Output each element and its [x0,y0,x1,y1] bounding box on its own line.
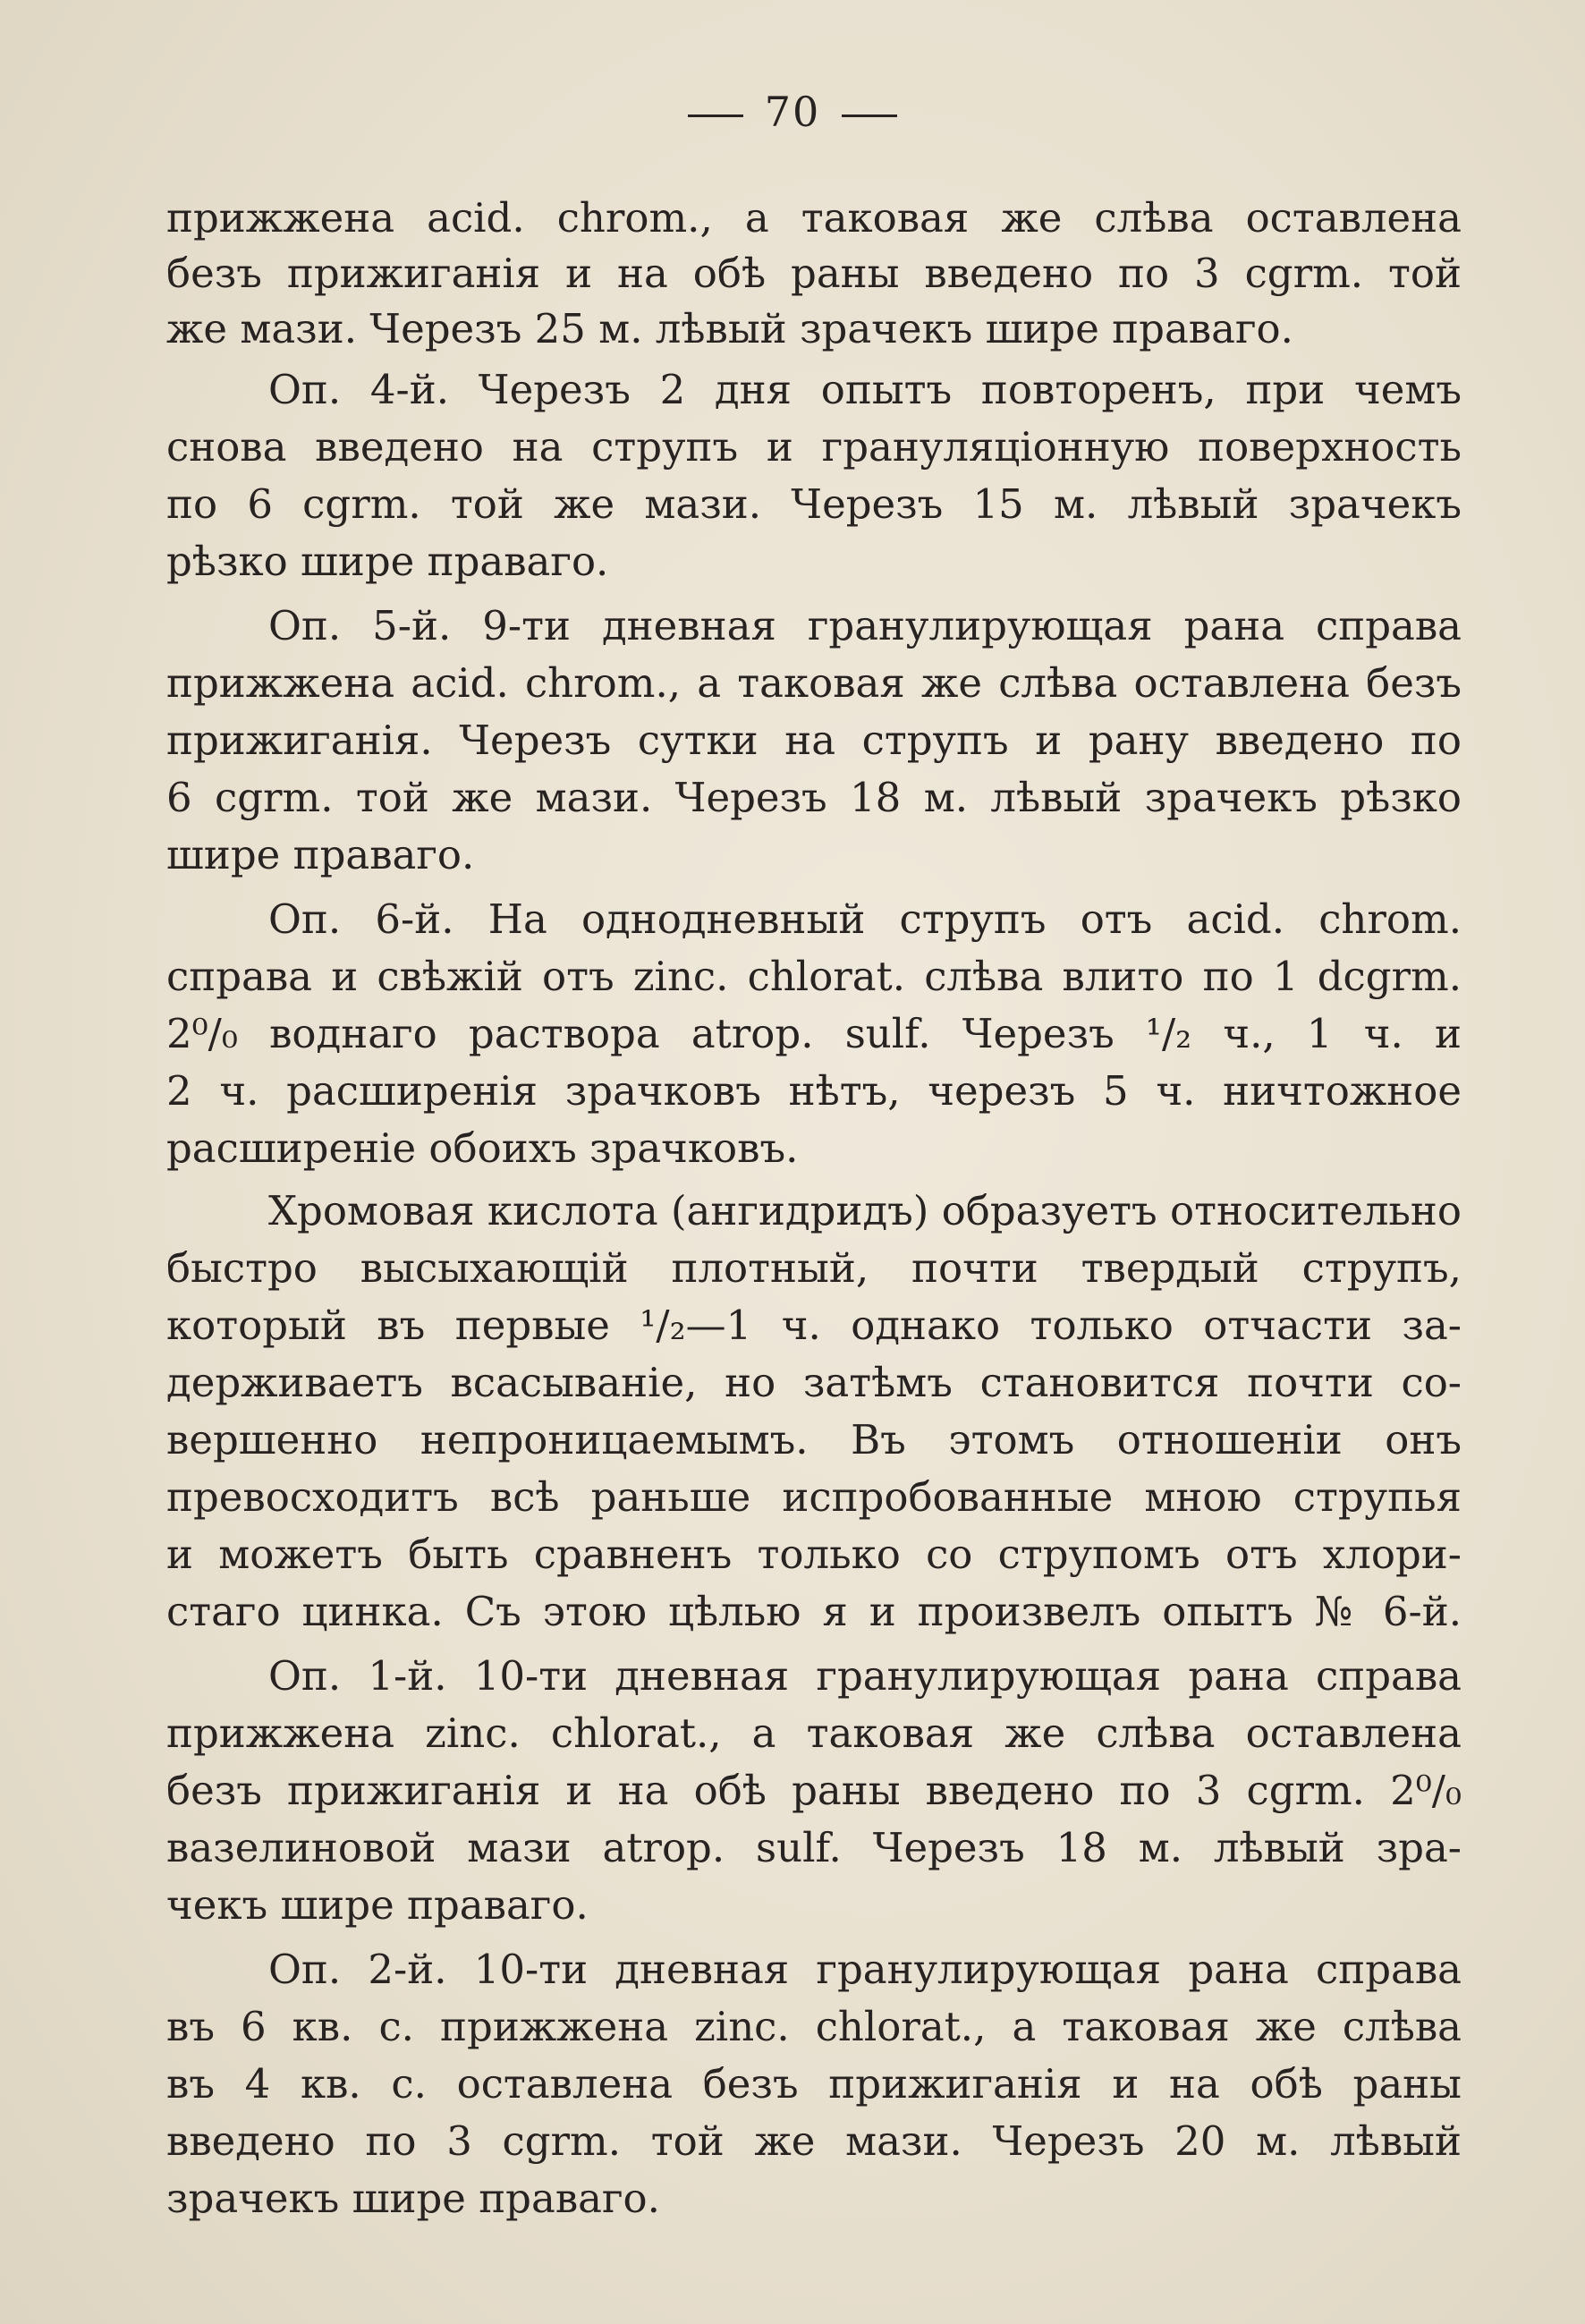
text-line: держиваетъ всасываніе, но затѣмъ становится почти со- [166,1359,1462,1406]
text-line: Оп. 2-й. 10-ти дневная гранулирующая рана справа [268,1946,1462,1993]
text-line: Оп. 6-й. На однодневный струпъ отъ acid. chrom. [268,895,1462,943]
text-line: снова введено на струпъ и грануляціонную поверхность [166,423,1462,471]
text-line: расширеніе обоихъ зрачковъ. [166,1124,799,1172]
text-line: прижжена acid. chrom., а таковая же слѣва оставлена [166,194,1462,242]
text-line: быстро высыхающій плотный, почти твердый струпъ, [166,1244,1462,1292]
text-line: прижжена acid. chrom., а таковая же слѣва оставлена безъ [166,659,1462,707]
text-line: Оп. 4-й. Черезъ 2 дня опытъ повторенъ, при чемъ [268,366,1462,413]
text-line: вазелиновой мази atrop. sulf. Черезъ 18 м. лѣвый зра- [166,1824,1462,1871]
text-line: вершенно непроницаемымъ. Въ этомъ отношеніи онъ [166,1416,1462,1463]
text-line: 2⁰/₀ воднаго раствора atrop. sulf. Черезъ ¹/₂ ч., 1 ч. и [166,1010,1462,1057]
text-line: въ 6 кв. с. прижжена zinc. chlorat., а таковая же слѣва [166,2003,1462,2050]
text-line: справа и свѣжій отъ zinc. chlorat. слѣва влито по 1 dcgrm. [166,953,1462,1000]
text-line: 2 ч. расширенія зрачковъ нѣтъ, черезъ 5 ч. ничтожное [166,1067,1462,1115]
page-number-header [0,88,1585,136]
right-dash [842,115,897,117]
text-line: въ 4 кв. с. оставлена безъ прижиганія и на обѣ раны [166,2060,1462,2108]
text-line: по 6 cgrm. той же мази. Черезъ 15 м. лѣвый зрачекъ [166,480,1462,528]
text-line: безъ прижиганія и на обѣ раны введено по 3 cgrm. той [166,250,1462,297]
text-line: и можетъ быть сравненъ только со струпомъ отъ хлори- [166,1531,1462,1578]
text-line: Хромовая кислота (ангидридъ) образуетъ относительно [268,1187,1462,1234]
text-line: безъ прижиганія и на обѣ раны введено по 3 cgrm. 2⁰/₀ [166,1767,1462,1814]
text-line: же мази. Черезъ 25 м. лѣвый зрачекъ шире праваго. [166,305,1293,352]
left-dash [688,115,743,117]
text-line: Оп. 1-й. 10-ти дневная гранулирующая рана справа [268,1652,1462,1700]
page-number: 70 [764,88,821,136]
text-line: стаго цинка. Съ этою цѣлью я и произвелъ опытъ № 6-й. [166,1588,1462,1635]
text-line: Оп. 5-й. 9-ти дневная гранулирующая рана справа [268,602,1462,649]
text-line: зрачекъ шире праваго. [166,2175,660,2222]
text-line: чекъ шире праваго. [166,1881,589,1929]
text-line: рѣзко шире праваго. [166,538,609,585]
text-line: прижжена zinc. chlorat., а таковая же слѣва оставлена [166,1709,1462,1757]
text-line: превосходитъ всѣ раньше испробованные мною струпья [166,1473,1462,1521]
text-line: шире праваго. [166,831,475,878]
text-line: 6 cgrm. той же мази. Черезъ 18 м. лѣвый зрачекъ рѣзко [166,774,1462,821]
text-line: прижиганія. Черезъ сутки на струпъ и рану введено по [166,717,1462,764]
text-line: который въ первые ¹/₂—1 ч. однако только отчасти за- [166,1302,1462,1349]
text-line: введено по 3 cgrm. той же мази. Черезъ 20 м. лѣвый [166,2117,1462,2165]
